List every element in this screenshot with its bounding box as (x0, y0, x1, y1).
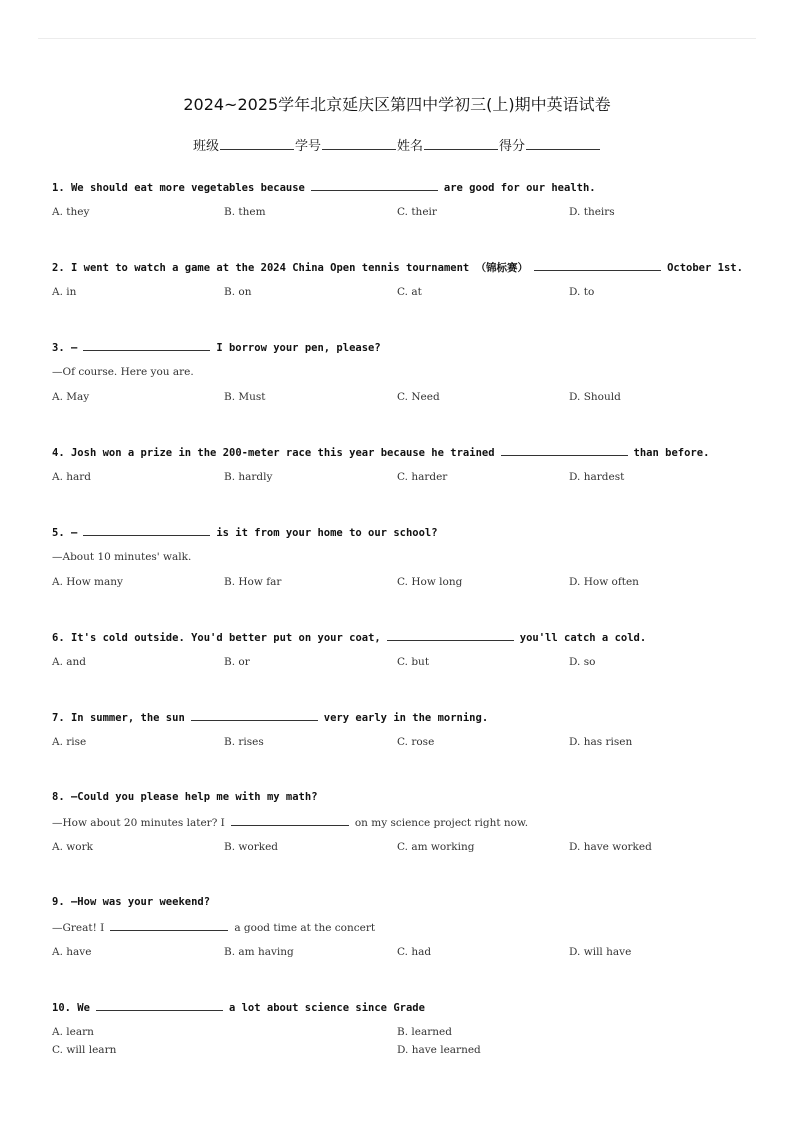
stem-text-before: It's cold outside. You'd better put on your coat, (70, 632, 381, 644)
class-blank[interactable] (220, 137, 294, 150)
stem-text-after: October 1st. (667, 262, 743, 274)
question-number: 7. (52, 712, 65, 724)
options (52, 390, 752, 404)
option-b[interactable]: B. them (224, 206, 266, 218)
question-2 (52, 260, 752, 299)
answer-blank[interactable] (83, 525, 210, 536)
question-7 (52, 710, 752, 749)
option-d[interactable]: D. theirs (569, 206, 615, 218)
option-c[interactable]: C. but (397, 656, 430, 668)
question-stem (52, 340, 752, 354)
page-title: 2024~2025学年北京延庆区第四中学初三(上)期中英语试卷 (183, 95, 611, 114)
answer-blank[interactable] (83, 340, 210, 351)
option-c[interactable]: C. their (397, 206, 437, 218)
option-a[interactable]: A. work (52, 841, 93, 853)
question-3 (52, 340, 752, 404)
question-1 (52, 180, 752, 219)
option-a[interactable]: A. in (52, 286, 77, 298)
question-stem (52, 180, 752, 194)
option-d[interactable]: D. How often (569, 576, 639, 588)
score-label: 得分 (499, 139, 526, 154)
dialogue-reply (52, 920, 752, 934)
stem-text-after: very early in the morning. (323, 712, 489, 724)
option-b[interactable]: B. How far (224, 576, 282, 588)
option-d[interactable]: D. to (569, 286, 595, 298)
stem-text-after: is it from your home to our school? (216, 527, 438, 539)
answer-blank[interactable] (387, 630, 514, 641)
stem-text-before: We (77, 1002, 90, 1014)
option-c[interactable]: C. harder (397, 471, 448, 483)
option-d[interactable]: D. Should (569, 391, 621, 403)
options (52, 1025, 752, 1057)
question-4 (52, 445, 752, 484)
stem-text: —How was your weekend? (70, 896, 211, 908)
option-d[interactable]: D. has risen (569, 736, 633, 748)
option-d[interactable]: D. so (569, 656, 596, 668)
option-b[interactable]: B. am having (224, 946, 294, 958)
dialogue-reply: —About 10 minutes' walk. (52, 551, 192, 563)
options (52, 735, 752, 749)
option-b[interactable]: B. Must (224, 391, 266, 403)
option-c[interactable]: C. rose (397, 736, 435, 748)
stem-text-after: are good for our health. (443, 182, 596, 194)
answer-blank[interactable] (231, 815, 349, 826)
options (52, 285, 752, 299)
option-a[interactable]: A. How many (52, 576, 123, 588)
question-6 (52, 630, 752, 669)
option-a[interactable]: A. rise (52, 736, 87, 748)
question-stem (52, 630, 752, 644)
option-c[interactable]: C. will learn (52, 1044, 117, 1056)
option-a[interactable]: A. have (52, 946, 92, 958)
option-c[interactable]: C. had (397, 946, 432, 958)
question-number: 1. (52, 182, 65, 194)
dialogue-reply (52, 815, 752, 829)
option-d[interactable]: D. have worked (569, 841, 652, 853)
stem-text-before: We should eat more vegetables because (70, 182, 305, 194)
question-10 (52, 1000, 752, 1057)
stem-text-after: I borrow your pen, please? (216, 342, 381, 354)
stem-text-before: In summer, the sun (70, 712, 185, 724)
stem-text-before: I went to watch a game at the 2024 China Open tennis tournament （锦标赛） (70, 262, 529, 274)
reply-text-before: —How about 20 minutes later? I (52, 817, 225, 829)
stem-text-after: a lot about science since Grade (228, 1002, 425, 1014)
question-number: 10. (52, 1002, 71, 1014)
question-5 (52, 525, 752, 589)
options (52, 205, 752, 219)
name-blank[interactable] (424, 137, 498, 150)
answer-blank[interactable] (191, 710, 318, 721)
student-id-label: 学号 (294, 139, 321, 154)
question-stem (52, 895, 752, 909)
option-b[interactable]: B. on (224, 286, 252, 298)
question-number: 5. (52, 527, 65, 539)
option-b[interactable]: B. hardly (224, 471, 273, 483)
stem-text: —Could you please help me with my math? (70, 791, 318, 803)
answer-blank[interactable] (534, 260, 661, 271)
stem-text-before: — (70, 342, 78, 354)
reply-text-before: —Great! I (52, 922, 105, 934)
option-b[interactable]: B. rises (224, 736, 264, 748)
question-stem (52, 710, 752, 724)
score-blank[interactable] (526, 137, 600, 150)
question-number: 9. (52, 896, 65, 908)
option-b[interactable]: B. worked (224, 841, 279, 853)
question-number: 6. (52, 632, 65, 644)
name-label: 姓名 (397, 139, 424, 154)
stem-text-before: — (70, 527, 78, 539)
question-stem (52, 790, 752, 804)
option-d[interactable]: D. hardest (569, 471, 625, 483)
reply-text-after: a good time at the concert (234, 922, 376, 934)
question-number: 3. (52, 342, 65, 354)
options (52, 470, 752, 484)
option-b[interactable]: B. learned (397, 1026, 452, 1038)
question-number: 8. (52, 791, 65, 803)
options (52, 655, 752, 669)
question-stem (52, 1000, 752, 1014)
stem-text-after: than before. (633, 447, 710, 459)
answer-blank[interactable] (110, 920, 228, 931)
option-d[interactable]: D. will have (569, 946, 632, 958)
answer-blank[interactable] (501, 445, 628, 456)
options (52, 945, 752, 959)
option-a[interactable]: A. and (52, 656, 87, 668)
answer-blank[interactable] (96, 1000, 223, 1011)
option-d[interactable]: D. have learned (397, 1044, 481, 1056)
option-a[interactable]: A. May (52, 391, 90, 403)
reply-text-after: on my science project right now. (354, 817, 529, 829)
option-b[interactable]: B. or (224, 656, 250, 668)
question-9 (52, 895, 752, 959)
question-stem (52, 260, 752, 274)
option-a[interactable]: A. learn (52, 1026, 94, 1038)
option-c[interactable]: C. at (397, 286, 422, 298)
options (52, 575, 752, 589)
question-stem (52, 445, 752, 459)
dialogue-reply: —Of course. Here you are. (52, 366, 194, 378)
answer-blank[interactable] (311, 180, 438, 191)
option-a[interactable]: A. they (52, 206, 90, 218)
student-id-blank[interactable] (322, 137, 396, 150)
question-number: 4. (52, 447, 65, 459)
option-a[interactable]: A. hard (52, 471, 92, 483)
options (52, 840, 752, 854)
question-8 (52, 790, 752, 854)
question-number: 2. (52, 262, 65, 274)
option-c[interactable]: C. am working (397, 841, 475, 853)
question-stem (52, 525, 752, 539)
top-divider (38, 38, 756, 39)
student-info-line (0, 135, 794, 154)
class-label: 班级 (192, 139, 219, 154)
option-c[interactable]: C. How long (397, 576, 463, 588)
option-c[interactable]: C. Need (397, 391, 440, 403)
stem-text-before: Josh won a prize in the 200-meter race this year because he trained (70, 447, 495, 459)
stem-text-after: you'll catch a cold. (519, 632, 647, 644)
